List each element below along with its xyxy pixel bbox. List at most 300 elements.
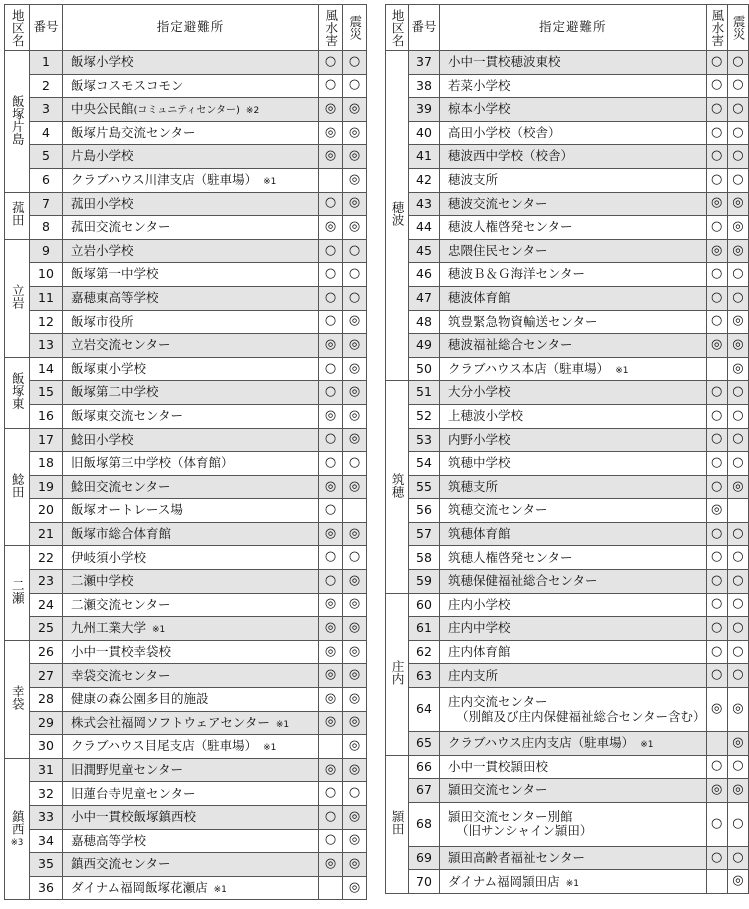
flood-mark	[319, 735, 343, 759]
quake-mark: ◎	[343, 617, 367, 641]
row-number: 65	[408, 732, 439, 756]
facility-paren: (コミュニティセンター)	[133, 105, 240, 117]
flood-mark	[706, 357, 727, 381]
flood-mark: ○	[319, 806, 343, 830]
table-row	[386, 617, 749, 641]
facility-name: 健康の森公園多目的施設	[71, 691, 209, 707]
row-number: 27	[30, 664, 63, 688]
facility-name-cell	[63, 853, 319, 877]
table-row	[5, 664, 367, 688]
facility-name-cell	[63, 263, 319, 287]
facility-name-cell	[63, 357, 319, 381]
district-name: 穂波	[390, 201, 406, 227]
row-number: 70	[408, 870, 439, 894]
table-row	[5, 121, 367, 145]
table-row	[5, 735, 367, 759]
quake-mark: ◎	[727, 192, 748, 216]
row-number: 54	[408, 452, 439, 476]
table-row	[5, 782, 367, 806]
district-name: 立岩	[10, 284, 26, 310]
district-note: ※3	[10, 837, 24, 848]
table-row	[5, 475, 367, 499]
row-number: 37	[408, 51, 439, 75]
quake-mark: ◎	[343, 357, 367, 381]
flood-mark: ○	[706, 216, 727, 240]
facility-name: 二瀬中学校	[71, 573, 134, 589]
flood-mark: ○	[706, 381, 727, 405]
district-cell	[5, 640, 30, 758]
facility-name: 鯰田交流センター	[71, 478, 171, 494]
row-number: 29	[30, 711, 63, 735]
facility-name-cell	[63, 617, 319, 641]
facility-name-cell	[63, 98, 319, 122]
row-number: 6	[30, 168, 63, 192]
table-row	[386, 546, 749, 570]
row-number: 10	[30, 263, 63, 287]
facility-name-cell	[63, 168, 319, 192]
facility-name: 飯塚オートレース場	[71, 502, 183, 518]
quake-mark: ◎	[727, 310, 748, 334]
flood-mark: ○	[706, 593, 727, 617]
facility-name-cell	[63, 192, 319, 216]
quake-mark: ◎	[727, 334, 748, 358]
header-row	[386, 5, 749, 51]
quake-mark: ◎	[343, 428, 367, 452]
row-number: 41	[408, 145, 439, 169]
row-number: 18	[30, 452, 63, 476]
flood-mark: ○	[319, 263, 343, 287]
facility-name-cell	[63, 522, 319, 546]
quake-mark: ◎	[343, 640, 367, 664]
flood-mark: ◎	[706, 239, 727, 263]
facility-name-cell	[63, 475, 319, 499]
facility-name-cell	[440, 310, 707, 334]
row-number: 2	[30, 74, 63, 98]
table-row	[386, 263, 749, 287]
facility-name-cell	[440, 98, 707, 122]
facility-name-cell	[440, 121, 707, 145]
row-number: 32	[30, 782, 63, 806]
quake-mark: ◎	[343, 593, 367, 617]
facility-name: 小中一貫校頴田校	[448, 758, 549, 774]
facility-name: 穂波西中学校（校舎）	[448, 148, 574, 164]
flood-mark: ◎	[319, 404, 343, 428]
facility-name: 筑穂支所	[448, 478, 499, 494]
table-row	[386, 51, 749, 75]
row-number: 9	[30, 239, 63, 263]
facility-note: ※1	[152, 625, 166, 636]
district-name: 筑穂	[390, 472, 406, 498]
quake-mark: ○	[727, 664, 748, 688]
table-row	[5, 452, 367, 476]
facility-name: クラブハウス本店（駐車場）	[448, 360, 610, 376]
facility-name-cell	[440, 216, 707, 240]
flood-mark: ◎	[319, 334, 343, 358]
flood-mark: ◎	[319, 216, 343, 240]
facility-name-cell	[63, 593, 319, 617]
facility-name-cell	[63, 428, 319, 452]
header-row	[5, 5, 367, 51]
facility-name-cell	[440, 617, 707, 641]
flood-mark: ○	[706, 570, 727, 594]
facility-name: 小中一貫校飯塚鎮西校	[71, 809, 197, 825]
facility-name: クラブハウス目尾支店（駐車場）	[71, 738, 258, 754]
quake-mark: ◎	[343, 570, 367, 594]
facility-name: 小中一貫校穂波東校	[448, 54, 561, 70]
facility-name: 旧潤野児童センター	[71, 761, 184, 777]
flood-mark: ◎	[319, 475, 343, 499]
header-district: 地区名	[5, 5, 30, 51]
quake-mark: ○	[727, 404, 748, 428]
flood-mark: ○	[706, 546, 727, 570]
flood-mark: ○	[706, 428, 727, 452]
row-number: 26	[30, 640, 63, 664]
evacuation-table-right	[385, 4, 749, 894]
header-quake: 震災	[343, 5, 367, 51]
row-number: 62	[408, 640, 439, 664]
facility-name: 株式会社福岡ソフトウェアセンター	[71, 714, 270, 730]
facility-name: 幸袋交流センター	[71, 667, 171, 683]
flood-mark: ◎	[706, 192, 727, 216]
flood-mark: ○	[706, 475, 727, 499]
facility-name-cell	[440, 846, 707, 870]
table-row	[5, 334, 367, 358]
quake-mark: ◎	[343, 829, 367, 853]
facility-note: ※1	[275, 719, 290, 730]
flood-mark: ○	[319, 428, 343, 452]
quake-mark: ○	[727, 593, 748, 617]
facility-name-cell	[440, 239, 707, 263]
facility-name: 旧飯塚第三中学校（体育館）	[71, 455, 234, 471]
row-number: 39	[408, 98, 439, 122]
facility-name: 庄内支所	[448, 667, 499, 683]
flood-mark: ◎	[319, 664, 343, 688]
quake-mark: ○	[343, 782, 367, 806]
row-number: 57	[408, 522, 439, 546]
facility-name-cell	[63, 239, 319, 263]
table-row	[386, 499, 749, 523]
facility-name-cell	[63, 216, 319, 240]
row-number: 51	[408, 381, 439, 405]
facility-name: 伊岐須小学校	[71, 549, 147, 565]
row-number: 61	[408, 617, 439, 641]
facility-name-cell	[63, 711, 319, 735]
table-row	[5, 640, 367, 664]
quake-mark	[343, 499, 367, 523]
facility-name-cell	[63, 664, 319, 688]
row-number: 21	[30, 522, 63, 546]
row-number: 16	[30, 404, 63, 428]
district-name: 幸袋	[10, 685, 26, 711]
table-row	[386, 846, 749, 870]
table-row	[5, 570, 367, 594]
quake-mark: ◎	[343, 475, 367, 499]
table-row	[386, 98, 749, 122]
flood-mark: ○	[319, 51, 343, 75]
facility-name: 中央公民館	[71, 101, 134, 117]
facility-name-cell	[63, 806, 319, 830]
flood-mark: ○	[706, 452, 727, 476]
row-number: 31	[30, 758, 63, 782]
table-row	[386, 216, 749, 240]
facility-name: 大分小学校	[448, 384, 511, 400]
row-number: 35	[30, 853, 63, 877]
quake-mark: ◎	[343, 711, 367, 735]
quake-mark: ○	[727, 570, 748, 594]
table-row	[5, 499, 367, 523]
quake-mark: ○	[343, 263, 367, 287]
flood-mark: ○	[319, 310, 343, 334]
row-number: 20	[30, 499, 63, 523]
facility-name: 二瀬交流センター	[71, 596, 171, 612]
quake-mark: ◎	[343, 334, 367, 358]
row-number: 22	[30, 546, 63, 570]
flood-mark: ○	[319, 452, 343, 476]
flood-mark: ○	[706, 286, 727, 310]
facility-name: ダイナム福岡飯塚花瀬店	[71, 879, 208, 895]
quake-mark: ○	[343, 286, 367, 310]
row-number: 19	[30, 475, 63, 499]
facility-name: 筑穂中学校	[448, 455, 511, 471]
facility-name-cell	[63, 735, 319, 759]
flood-mark: ○	[706, 98, 727, 122]
table-row	[5, 168, 367, 192]
header-flood: 風水害	[319, 5, 343, 51]
row-number: 60	[408, 593, 439, 617]
facility-name-cell	[63, 829, 319, 853]
row-number: 5	[30, 145, 63, 169]
row-number: 28	[30, 688, 63, 712]
row-number: 24	[30, 593, 63, 617]
facility-name-cell	[440, 664, 707, 688]
facility-name: 忠隈住民センター	[448, 242, 548, 258]
table-row	[386, 334, 749, 358]
flood-mark: ○	[319, 829, 343, 853]
row-number: 14	[30, 357, 63, 381]
flood-mark: ◎	[319, 98, 343, 122]
flood-mark: ◎	[706, 499, 727, 523]
table-row	[386, 145, 749, 169]
facility-name: 飯塚小学校	[71, 54, 134, 70]
facility-name-cell	[63, 758, 319, 782]
row-number: 7	[30, 192, 63, 216]
row-number: 50	[408, 357, 439, 381]
quake-mark	[727, 499, 748, 523]
district-name: 菰田	[10, 201, 26, 227]
district-cell	[386, 593, 409, 755]
quake-mark: ○	[727, 263, 748, 287]
facility-name: 穂波支所	[448, 172, 499, 188]
table-row	[386, 664, 749, 688]
quake-mark: ○	[343, 546, 367, 570]
quake-mark: ◎	[343, 216, 367, 240]
flood-mark: ○	[319, 570, 343, 594]
facility-name: 筑穂体育館	[448, 525, 511, 541]
table-body	[386, 51, 749, 894]
facility-name-cell	[63, 876, 319, 900]
table-row	[386, 522, 749, 546]
table-row	[5, 357, 367, 381]
table-row	[386, 755, 749, 779]
row-number: 1	[30, 51, 63, 75]
quake-mark: ◎	[343, 310, 367, 334]
table-row	[386, 192, 749, 216]
row-number: 67	[408, 779, 439, 803]
facility-name: 筑豊緊急物資輸送センター	[448, 313, 598, 329]
row-number: 8	[30, 216, 63, 240]
flood-mark: ○	[319, 381, 343, 405]
quake-mark: ○	[727, 51, 748, 75]
facility-name: 飯塚東交流センター	[71, 408, 184, 424]
facility-name: 嘉穂高等学校	[71, 832, 147, 848]
quake-mark: ◎	[343, 168, 367, 192]
flood-mark	[319, 168, 343, 192]
facility-name: 穂波福祉総合センター	[448, 337, 573, 353]
quake-mark: ◎	[343, 735, 367, 759]
district-cell	[5, 546, 30, 640]
facility-name: 飯塚市総合体育館	[71, 525, 172, 541]
facility-name-cell	[440, 381, 707, 405]
table-row	[386, 74, 749, 98]
district-name: 頴田	[390, 810, 406, 836]
row-number: 45	[408, 239, 439, 263]
table-row	[5, 428, 367, 452]
flood-mark: ◎	[319, 593, 343, 617]
flood-mark: ◎	[706, 779, 727, 803]
table-row	[5, 381, 367, 405]
facility-name-cell	[440, 192, 707, 216]
quake-mark: ○	[727, 121, 748, 145]
flood-mark: ◎	[706, 334, 727, 358]
quake-mark: ○	[727, 74, 748, 98]
quake-mark: ○	[727, 522, 748, 546]
facility-name-cell	[440, 779, 707, 803]
facility-name: 飯塚片島交流センター	[71, 124, 196, 140]
facility-name: 穂波人権啓発センター	[448, 219, 573, 235]
facility-name: 飯塚東小学校	[71, 360, 147, 376]
district-cell	[5, 51, 30, 193]
flood-mark: ○	[706, 310, 727, 334]
district-cell	[386, 381, 409, 593]
district-cell	[5, 192, 30, 239]
district-cell	[386, 755, 409, 893]
table-row	[5, 263, 367, 287]
facility-name-cell	[440, 263, 707, 287]
row-number: 33	[30, 806, 63, 830]
table-row	[386, 640, 749, 664]
facility-name-cell	[63, 310, 319, 334]
row-number: 52	[408, 404, 439, 428]
district-name: 飯塚東	[10, 372, 26, 410]
flood-mark: ○	[706, 617, 727, 641]
row-number: 46	[408, 263, 439, 287]
flood-mark: ○	[706, 51, 727, 75]
row-number: 30	[30, 735, 63, 759]
row-number: 23	[30, 570, 63, 594]
facility-name: 立岩小学校	[71, 242, 134, 258]
table-row	[5, 758, 367, 782]
table-row	[5, 145, 367, 169]
facility-name: 筑穂交流センター	[448, 502, 548, 518]
quake-mark: ◎	[343, 806, 367, 830]
facility-name-cell	[440, 404, 707, 428]
row-number: 47	[408, 286, 439, 310]
row-number: 64	[408, 688, 439, 732]
row-number: 59	[408, 570, 439, 594]
district-cell	[5, 428, 30, 546]
facility-note: ※1	[615, 365, 629, 376]
facility-name-cell	[63, 570, 319, 594]
table-row	[5, 829, 367, 853]
table-row	[386, 404, 749, 428]
facility-name: 庄内中学校	[448, 620, 511, 636]
quake-mark: ◎	[343, 522, 367, 546]
quake-mark: ◎	[343, 876, 367, 900]
quake-mark: ◎	[727, 357, 748, 381]
facility-name-cell	[440, 570, 707, 594]
table-row	[386, 688, 749, 732]
facility-name: 立岩交流センター	[71, 337, 171, 353]
table-row	[386, 593, 749, 617]
row-number: 68	[408, 802, 439, 846]
header-number: 番号	[30, 5, 63, 51]
facility-name: 頴田高齢者福祉センター	[448, 849, 586, 865]
facility-name-cell	[440, 286, 707, 310]
facility-name: 飯塚市役所	[71, 313, 134, 329]
row-number: 36	[30, 876, 63, 900]
row-number: 12	[30, 310, 63, 334]
table-row	[386, 779, 749, 803]
row-number: 49	[408, 334, 439, 358]
row-number: 40	[408, 121, 439, 145]
facility-name: 内野小学校	[448, 431, 511, 447]
facility-name-cell	[440, 870, 707, 894]
flood-mark: ◎	[319, 853, 343, 877]
table-row	[386, 357, 749, 381]
district-name: 飯塚片島	[10, 94, 26, 145]
quake-mark: ◎	[727, 688, 748, 732]
flood-mark: ○	[706, 522, 727, 546]
flood-mark: ◎	[319, 758, 343, 782]
facility-name: 若菜小学校	[448, 77, 511, 93]
quake-mark: ○	[727, 168, 748, 192]
flood-mark: ◎	[319, 145, 343, 169]
facility-name: 菰田小学校	[71, 195, 134, 211]
table-row	[386, 428, 749, 452]
facility-name-cell	[440, 475, 707, 499]
table-row	[386, 286, 749, 310]
row-number: 4	[30, 121, 63, 145]
district-name: 二瀬	[10, 578, 26, 604]
facility-name-cell	[63, 688, 319, 712]
table-row	[386, 168, 749, 192]
quake-mark: ◎	[343, 121, 367, 145]
table-row	[5, 192, 367, 216]
row-number: 13	[30, 334, 63, 358]
district-name: 鯰田	[10, 472, 26, 498]
quake-mark: ○	[727, 428, 748, 452]
table-row	[5, 522, 367, 546]
facility-name-cell	[440, 755, 707, 779]
header-facility: 指定避難所	[63, 5, 319, 51]
facility-name: 庄内体育館	[448, 643, 511, 659]
evacuation-table-left	[4, 4, 367, 900]
quake-mark: ○	[343, 74, 367, 98]
facility-name: 九州工業大学	[71, 620, 147, 636]
quake-mark: ◎	[343, 853, 367, 877]
flood-mark: ○	[319, 546, 343, 570]
facility-name: 穂波体育館	[448, 290, 511, 306]
